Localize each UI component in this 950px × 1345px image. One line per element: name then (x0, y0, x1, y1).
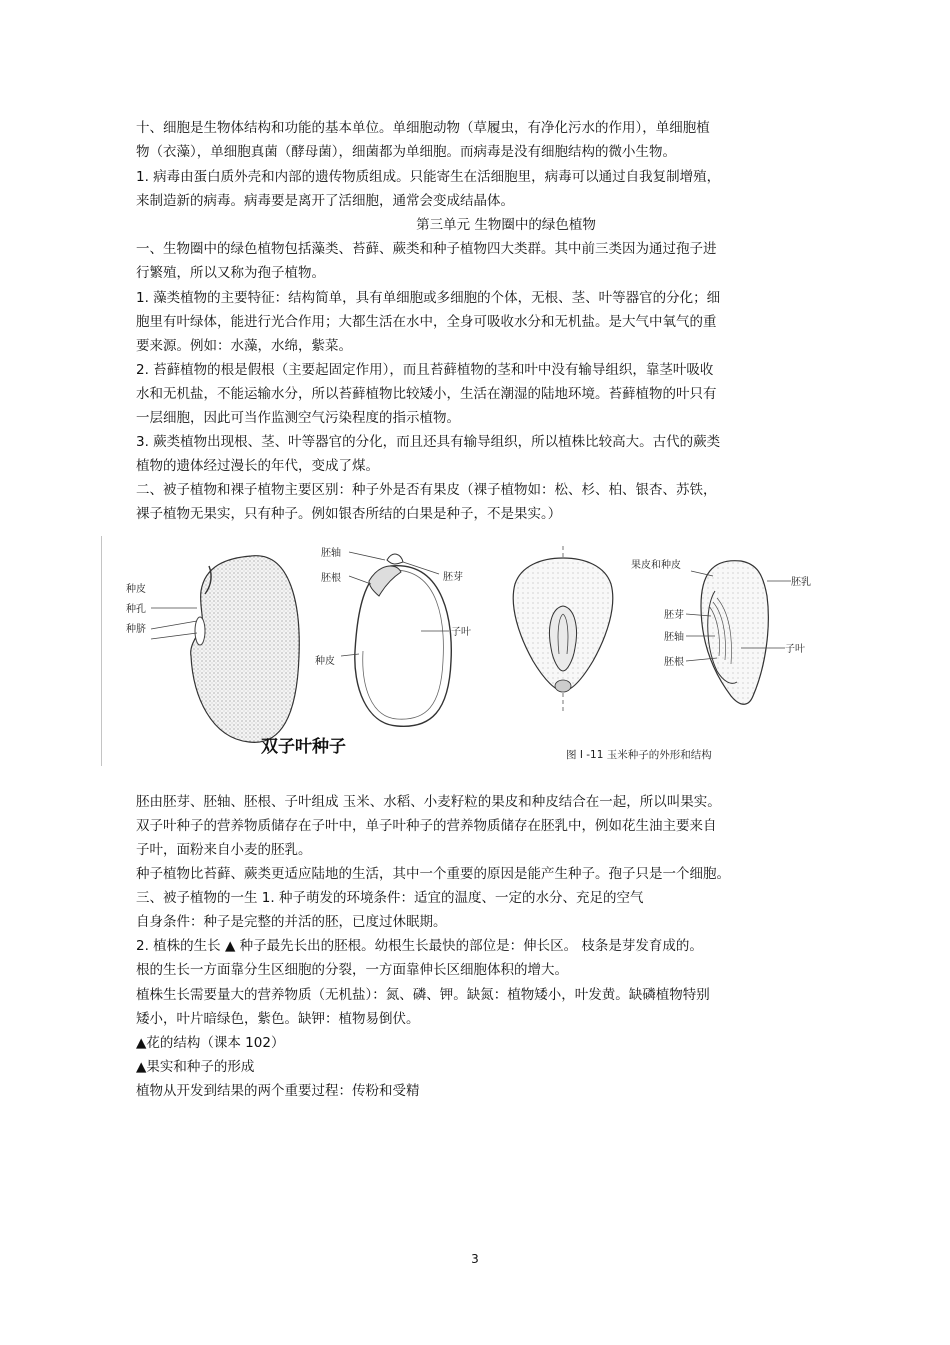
text-line: 根的生长一方面靠分生区细胞的分裂，一方面靠伸长区细胞体积的增大。 (136, 962, 568, 978)
text-line: 矮小，叶片暗绿色，紫色。缺钾：植物易倒伏。 (136, 1011, 420, 1027)
label-plumule-corn: 胚芽 (664, 610, 684, 621)
label-pericarp-seedcoat: 果皮和种皮 (631, 560, 681, 571)
text-line: 来制造新的病毒。病毒要是离开了活细胞，通常会变成结晶体。 (136, 193, 514, 209)
label-radicle-corn: 胚根 (664, 657, 684, 668)
text-line: 三、被子植物的一生 1. 种子萌发的环境条件：适宜的温度、一定的水分、充足的空气 (136, 890, 644, 906)
corn-caption: 图 I -11 玉米种子的外形和结构 (566, 749, 712, 761)
text-line: 裸子植物无果实，只有种子。例如银杏所结的白果是种子，不是果实。） (136, 506, 562, 522)
text-line: 种子植物比苔藓、蕨类更适应陆地的生活，其中一个重要的原因是能产生种子。孢子只是一个细胞。 (136, 866, 730, 882)
label-radicle: 胚根 (321, 573, 341, 584)
label-plumule: 胚芽 (443, 572, 463, 583)
text-line: 十、细胞是生物体结构和功能的基本单位。单细胞动物（草履虫，有净化污水的作用），单细胞植 (136, 120, 710, 136)
text-line: 植株生长需要量大的营养物质（无机盐）：氮、磷、钾。缺氮：植物矮小，叶发黄。缺磷植物特别 (136, 987, 710, 1003)
text-line: 二、被子植物和裸子植物主要区别：种子外是否有果皮（裸子植物如：松、杉、柏、银杏、苏铁， (136, 482, 717, 498)
label-micropyle: 种孔 (126, 604, 146, 615)
text-line: 2. 植株的生长 ▲ 种子最先长出的胚根。幼根生长最快的部位是：伸长区。 枝条是芽发育成的。 (136, 938, 703, 954)
label-hypocotyl-corn: 胚轴 (664, 632, 684, 643)
text-line: 植物的遗体经过漫长的年代，变成了煤。 (136, 458, 379, 474)
text-line: 行繁殖，所以又称为孢子植物。 (136, 265, 325, 281)
label-endosperm: 胚乳 (791, 577, 811, 588)
text-line: ▲果实和种子的形成 (136, 1059, 255, 1075)
label-hypocotyl: 胚轴 (321, 548, 341, 559)
text-line: 3. 蕨类植物出现根、茎、叶等器官的分化，而且还具有输导组织，所以植株比较高大。古代的蕨类 (136, 434, 721, 450)
text-line: 要来源。例如：水藻，水绵，紫菜。 (136, 338, 352, 354)
text-line: 1. 藻类植物的主要特征：结构简单，具有单细胞或多细胞的个体，无根、茎、叶等器官的分化；细 (136, 290, 721, 306)
text-line: 一、生物圈中的绿色植物包括藻类、苔藓、蕨类和种子植物四大类群。其中前三类因为通过孢子进 (136, 241, 717, 257)
label-seed-coat-2: 种皮 (315, 656, 335, 667)
label-hilum: 种脐 (126, 624, 146, 635)
text-line: 水和无机盐，不能运输水分，所以苔藓植物比较矮小，生活在潮湿的陆地环境。苔藓植物的叶只有 (136, 386, 717, 402)
page-number: 3 (471, 1252, 479, 1266)
label-cotyledon-corn: 子叶 (785, 644, 805, 655)
text-line: 双子叶种子的营养物质储存在子叶中，单子叶种子的营养物质储存在胚乳中，例如花生油主要来自 (136, 818, 717, 834)
text-line: 植物从开发到结果的两个重要过程：传粉和受精 (136, 1083, 420, 1099)
text-line: 子叶，面粉来自小麦的胚乳。 (136, 842, 312, 858)
seed-structure-figure (101, 536, 822, 768)
text-line: 2. 苔藓植物的根是假根（主要起固定作用），而且苔藓植物的茎和叶中没有输导组织，靠茎叶吸收 (136, 362, 714, 378)
dicot-title: 双子叶种子 (261, 737, 346, 757)
label-cotyledon: 子叶 (451, 627, 471, 638)
text-line: 胞里有叶绿体，能进行光合作用；大都生活在水中，全身可吸收水分和无机盐。是大气中氧气的重 (136, 314, 717, 330)
text-line: 胚由胚芽、胚轴、胚根、子叶组成 玉米、水稻、小麦籽粒的果皮和种皮结合在一起，所以叫果实。 (136, 794, 721, 810)
text-line: 1. 病毒由蛋白质外壳和内部的遗传物质组成。只能寄生在活细胞里，病毒可以通过自我复制增殖， (136, 169, 721, 185)
text-line: 物（衣藻），单细胞真菌（酵母菌），细菌都为单细胞。而病毒是没有细胞结构的微小生物。 (136, 144, 676, 160)
unit-heading: 第三单元 生物圈中的绿色植物 (416, 217, 596, 233)
label-seed-coat: 种皮 (126, 584, 146, 595)
text-line: 一层细胞，因此可当作监测空气污染程度的指示植物。 (136, 410, 460, 426)
text-line: 自身条件：种子是完整的并活的胚，已度过休眠期。 (136, 914, 447, 930)
text-line: ▲花的结构（课本 102） (136, 1035, 285, 1051)
